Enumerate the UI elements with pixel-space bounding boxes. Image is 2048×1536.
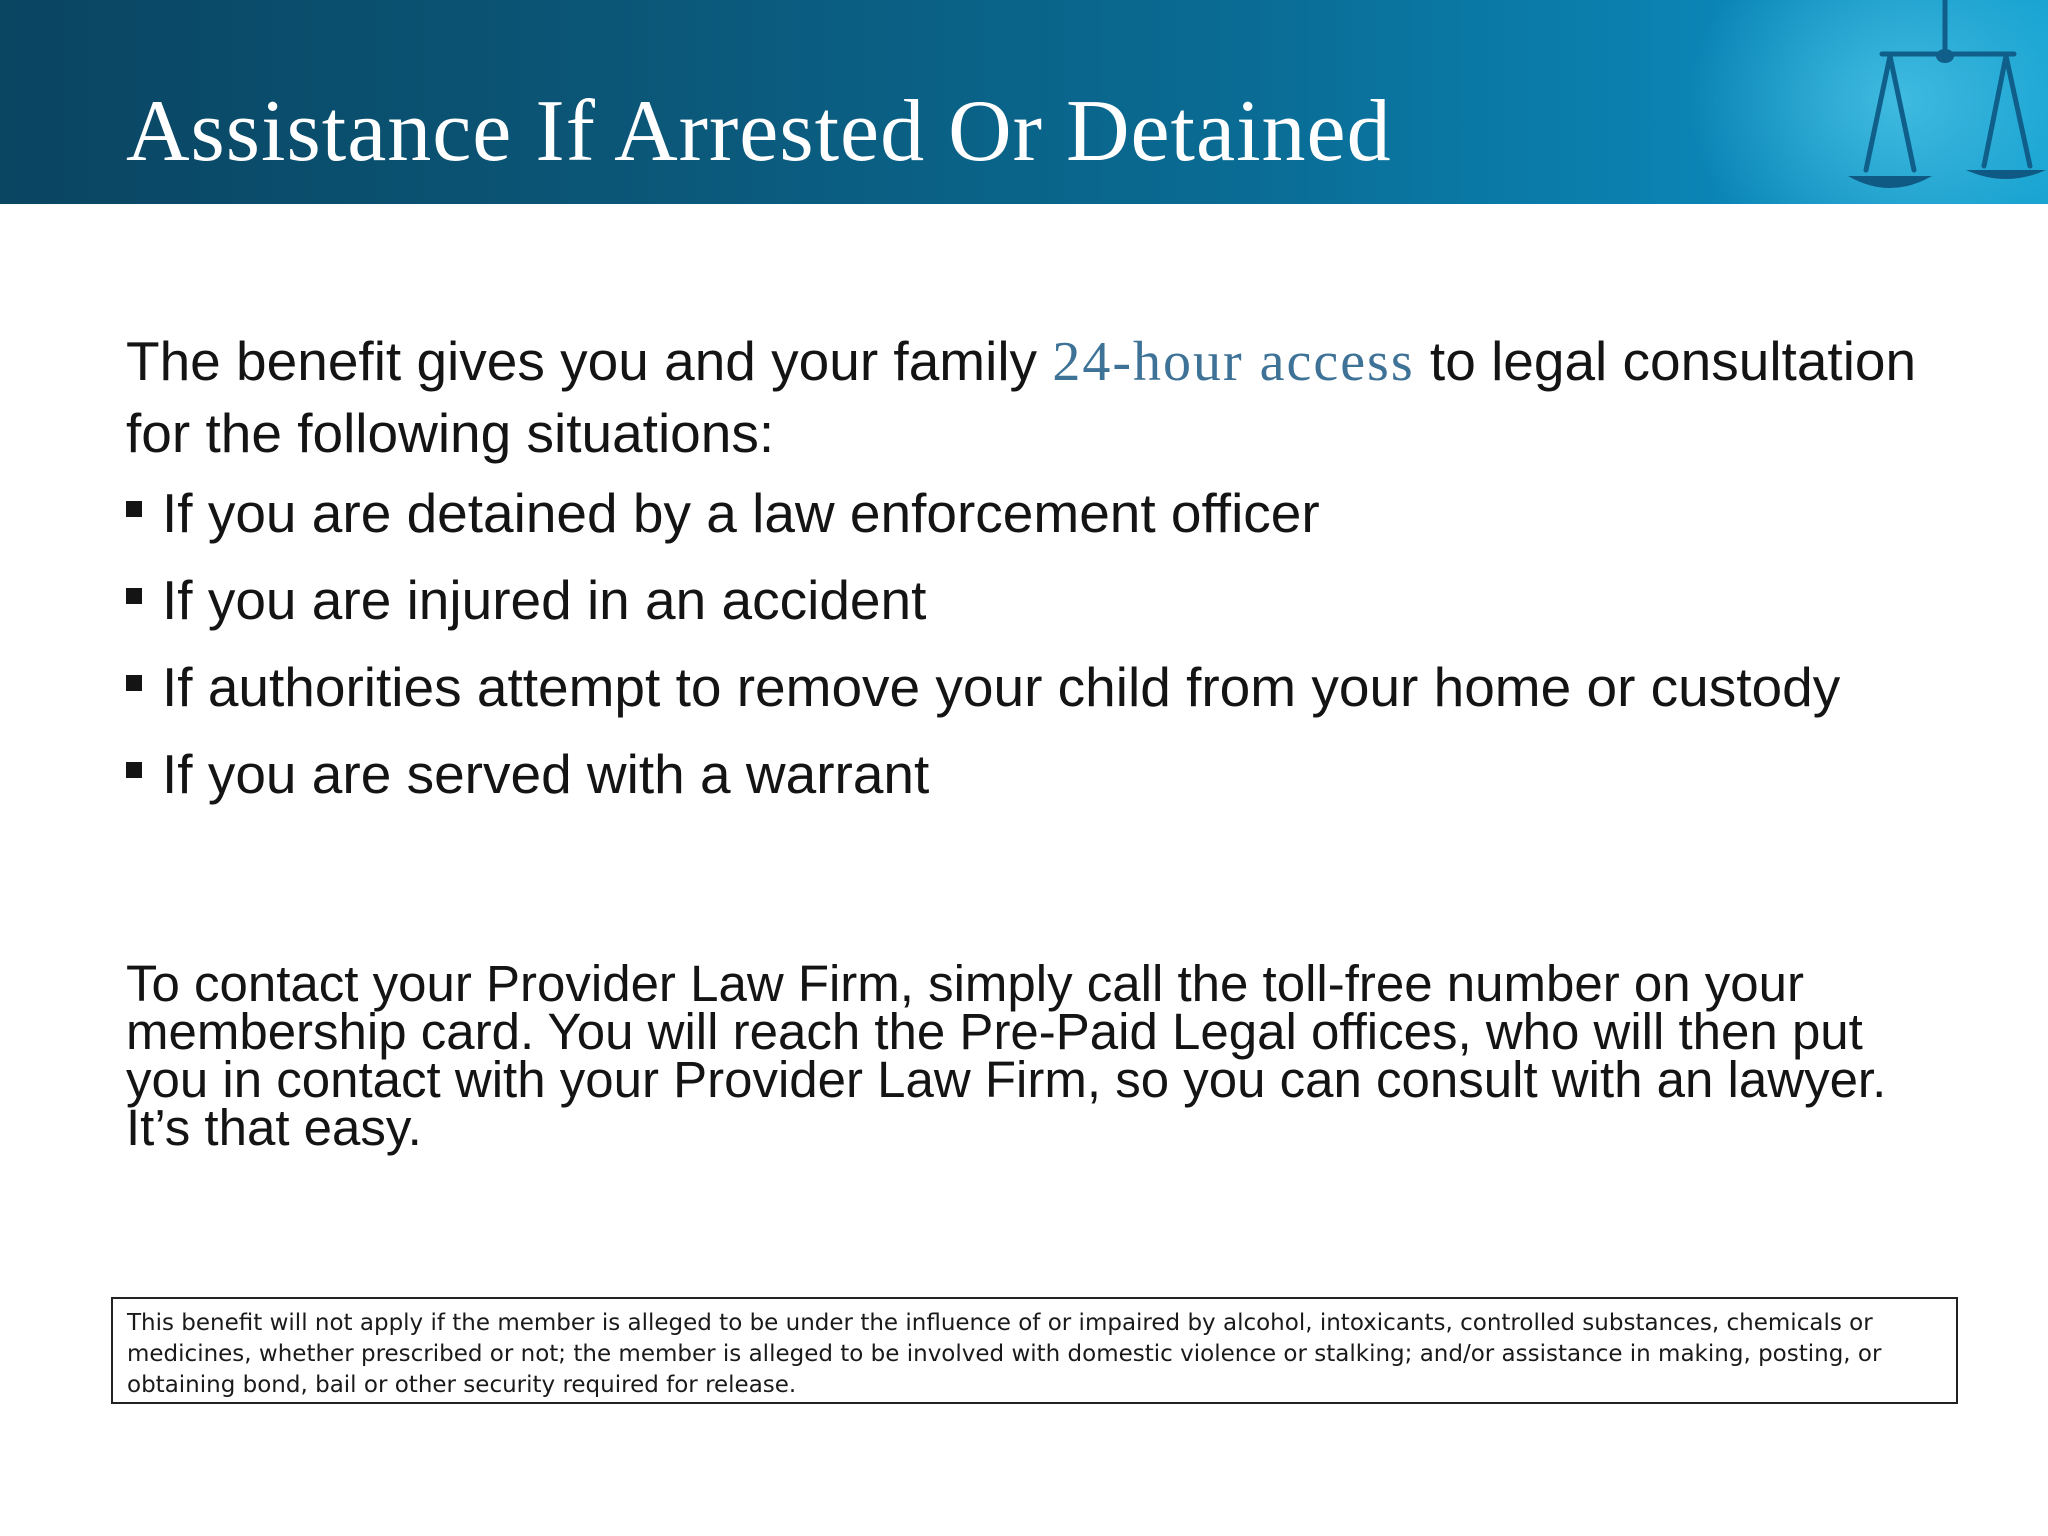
- list-item: [126, 739, 1926, 810]
- list-item-text: If you are injured in an accident: [162, 569, 927, 631]
- square-bullet-icon: [126, 762, 142, 778]
- list-item: [126, 565, 1926, 636]
- list-item-text: If authorities attempt to remove your child from your home or custody: [162, 656, 1841, 718]
- list-item: [126, 478, 1926, 549]
- contact-paragraph: To contact your Provider Law Firm, simply call the toll-free number on your membership card. You will reach the Pre-Paid Legal offices, who will then put you in contact with your Provider Law Firm, so you can consult with an lawyer. It’s that easy.: [126, 955, 1887, 1156]
- intro-paragraph: [126, 326, 1926, 469]
- disclaimer-box: [111, 1297, 1958, 1404]
- list-item: [126, 652, 1926, 723]
- square-bullet-icon: [126, 675, 142, 691]
- scales-of-justice-icon: [1818, 0, 2048, 204]
- intro-text-start: The benefit gives you and your family: [126, 330, 1053, 392]
- slide-title: Assistance If Arrested Or Detained: [126, 83, 1392, 180]
- list-item-text: If you are served with a warrant: [162, 743, 930, 805]
- square-bullet-icon: [126, 501, 142, 517]
- intro-text-end: to legal consultation for the following situations:: [126, 330, 1917, 464]
- header-band: [0, 0, 2048, 204]
- square-bullet-icon: [126, 588, 142, 604]
- situation-list: [126, 478, 1926, 826]
- list-item-text: If you are detained by a law enforcement officer: [162, 482, 1320, 544]
- disclaimer-text: This benefit will not apply if the member is alleged to be under the influence of or impaired by alcohol, intoxicants, controlled substances, chemicals or medicines, whether prescribed or not; the member is alleged to be involved with domestic violence or stalking; and/or assistance in making, posting, or obtaining bond, bail or other security required for release.: [127, 1310, 1882, 1398]
- intro-highlight: 24-hour access: [1052, 331, 1415, 393]
